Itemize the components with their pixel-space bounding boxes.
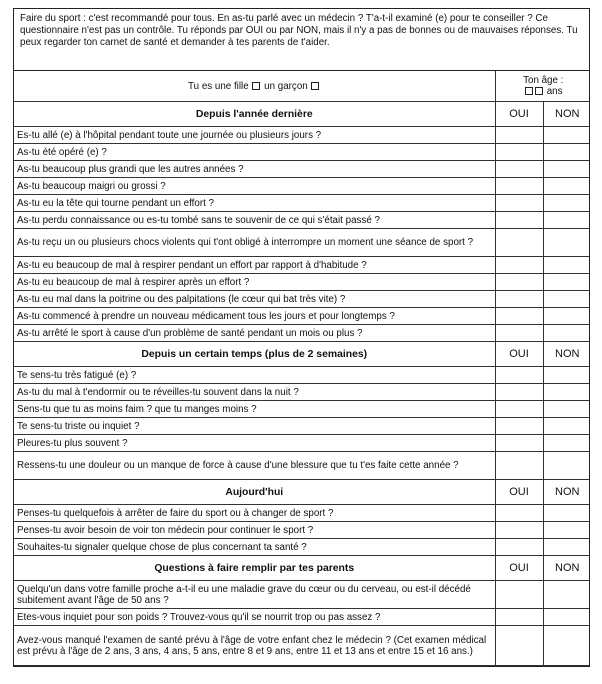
oui-answer-cell[interactable] xyxy=(495,127,543,144)
question-row xyxy=(14,401,590,418)
non-answer-cell[interactable] xyxy=(543,401,590,418)
non-answer-cell[interactable] xyxy=(543,626,590,666)
oui-answer-cell[interactable] xyxy=(495,178,543,195)
question-row xyxy=(14,505,590,522)
non-answer-cell[interactable] xyxy=(543,452,590,480)
question-text: Te sens-tu très fatigué (e) ? xyxy=(14,367,495,384)
question-text: Es-tu allé (e) à l'hôpital pendant toute une journée ou plusieurs jours ? xyxy=(14,127,495,144)
non-column-header: NON xyxy=(543,556,590,581)
oui-answer-cell[interactable] xyxy=(495,435,543,452)
question-text: Ressens-tu une douleur ou un manque de force à cause d'une blessure que tu t'es faite cette année ? xyxy=(14,452,495,480)
question-text: As-tu perdu connaissance ou es-tu tombé sans te souvenir de ce qui s'était passé ? xyxy=(14,212,495,229)
oui-answer-cell[interactable] xyxy=(495,195,543,212)
section-title: Questions à faire remplir par tes parents xyxy=(14,556,495,581)
non-answer-cell[interactable] xyxy=(543,161,590,178)
question-row xyxy=(14,291,590,308)
oui-answer-cell[interactable] xyxy=(495,308,543,325)
gender-cell xyxy=(14,71,495,102)
question-text: As-tu commencé à prendre un nouveau médicament tous les jours et pour longtemps ? xyxy=(14,308,495,325)
question-text: As-tu eu beaucoup de mal à respirer pendant un effort par rapport à d'habitude ? xyxy=(14,257,495,274)
question-row xyxy=(14,609,590,626)
question-text: Penses-tu quelquefois à arrêter de faire du sport ou à changer de sport ? xyxy=(14,505,495,522)
section-header xyxy=(14,480,590,505)
oui-answer-cell[interactable] xyxy=(495,626,543,666)
section-header xyxy=(14,556,590,581)
section-title: Depuis un certain temps (plus de 2 semaines) xyxy=(14,342,495,367)
identity-row xyxy=(14,71,590,102)
oui-column-header: OUI xyxy=(495,102,543,127)
question-row xyxy=(14,367,590,384)
oui-answer-cell[interactable] xyxy=(495,291,543,308)
oui-column-header: OUI xyxy=(495,556,543,581)
question-row xyxy=(14,435,590,452)
question-text: As-tu eu beaucoup de mal à respirer après un effort ? xyxy=(14,274,495,291)
question-row xyxy=(14,539,590,556)
question-text: As-tu arrêté le sport à cause d'un problème de santé pendant un mois ou plus ? xyxy=(14,325,495,342)
question-text: As-tu beaucoup plus grandi que les autres années ? xyxy=(14,161,495,178)
question-row xyxy=(14,212,590,229)
age-cell xyxy=(495,71,590,102)
question-text: Souhaites-tu signaler quelque chose de plus concernant ta santé ? xyxy=(14,539,495,556)
gender-label-garcon: un garçon xyxy=(264,80,308,92)
age-digit-box-1[interactable] xyxy=(525,87,533,95)
non-answer-cell[interactable] xyxy=(543,212,590,229)
health-questionnaire xyxy=(13,8,590,667)
oui-answer-cell[interactable] xyxy=(495,144,543,161)
non-answer-cell[interactable] xyxy=(543,325,590,342)
non-answer-cell[interactable] xyxy=(543,505,590,522)
age-unit: ans xyxy=(546,86,563,97)
question-row xyxy=(14,325,590,342)
section-title: Aujourd'hui xyxy=(14,480,495,505)
age-label: Ton âge : xyxy=(523,75,564,86)
garcon-checkbox[interactable] xyxy=(311,82,319,90)
question-text: As-tu du mal à t'endormir ou te réveilles-tu souvent dans la nuit ? xyxy=(14,384,495,401)
question-text: Avez-vous manqué l'examen de santé prévu à l'âge de votre enfant chez le médecin ? (Cet examen médical est prévu à l'âge de 2 ans, 3 ans, 4 ans, 5 ans, entre 8 et 9 ans, entre 11 et 13 ans et entre 15 et 16 ans.) xyxy=(14,626,495,666)
non-answer-cell[interactable] xyxy=(543,522,590,539)
question-text: As-tu reçu un ou plusieurs chocs violents qui t'ont obligé à interrompre un moment une séance de sport ? xyxy=(14,229,495,257)
question-row xyxy=(14,452,590,480)
non-answer-cell[interactable] xyxy=(543,308,590,325)
question-text: Sens-tu que tu as moins faim ? que tu manges moins ? xyxy=(14,401,495,418)
age-digit-box-2[interactable] xyxy=(535,87,543,95)
fille-checkbox[interactable] xyxy=(252,82,260,90)
non-answer-cell[interactable] xyxy=(543,144,590,161)
non-answer-cell[interactable] xyxy=(543,291,590,308)
questionnaire-table xyxy=(14,71,590,666)
non-answer-cell[interactable] xyxy=(543,257,590,274)
oui-answer-cell[interactable] xyxy=(495,384,543,401)
oui-answer-cell[interactable] xyxy=(495,161,543,178)
non-column-header: NON xyxy=(543,102,590,127)
oui-column-header: OUI xyxy=(495,480,543,505)
oui-answer-cell[interactable] xyxy=(495,229,543,257)
question-text: As-tu eu la tête qui tourne pendant un effort ? xyxy=(14,195,495,212)
question-row xyxy=(14,257,590,274)
oui-answer-cell[interactable] xyxy=(495,212,543,229)
oui-column-header: OUI xyxy=(495,342,543,367)
question-text: Quelqu'un dans votre famille proche a-t-il eu une maladie grave du cœur ou du cerveau, ou est-il décédé subitement avant l'âge de 50 ans ? xyxy=(14,581,495,609)
oui-answer-cell[interactable] xyxy=(495,609,543,626)
oui-answer-cell[interactable] xyxy=(495,274,543,291)
non-answer-cell[interactable] xyxy=(543,384,590,401)
non-column-header: NON xyxy=(543,342,590,367)
oui-answer-cell[interactable] xyxy=(495,452,543,480)
section-header xyxy=(14,102,590,127)
question-text: Te sens-tu triste ou inquiet ? xyxy=(14,418,495,435)
intro-text: Faire du sport : c'est recommandé pour tous. En as-tu parlé avec un médecin ? T'a-t-il examiné (e) pour te conseiller ? Ce questionnaire n'est pas un contrôle. Tu réponds par OUI ou par NON, mais il n'y a pas de bonnes ou de mauvaises réponses. Tu peux regarder ton carnet de santé et demander à tes parents de t'aider. xyxy=(14,9,589,71)
non-answer-cell[interactable] xyxy=(543,127,590,144)
oui-answer-cell[interactable] xyxy=(495,522,543,539)
non-answer-cell[interactable] xyxy=(543,435,590,452)
non-answer-cell[interactable] xyxy=(543,581,590,609)
oui-answer-cell[interactable] xyxy=(495,581,543,609)
question-row xyxy=(14,229,590,257)
question-row xyxy=(14,274,590,291)
question-text: As-tu été opéré (e) ? xyxy=(14,144,495,161)
gender-label-fille: Tu es une fille xyxy=(188,80,249,92)
non-answer-cell[interactable] xyxy=(543,195,590,212)
non-column-header: NON xyxy=(543,480,590,505)
question-row xyxy=(14,308,590,325)
non-answer-cell[interactable] xyxy=(543,229,590,257)
section-title: Depuis l'année dernière xyxy=(14,102,495,127)
non-answer-cell[interactable] xyxy=(543,418,590,435)
non-answer-cell[interactable] xyxy=(543,539,590,556)
question-text: As-tu beaucoup maigri ou grossi ? xyxy=(14,178,495,195)
oui-answer-cell[interactable] xyxy=(495,325,543,342)
question-row xyxy=(14,418,590,435)
oui-answer-cell[interactable] xyxy=(495,505,543,522)
question-text: As-tu eu mal dans la poitrine ou des palpitations (le cœur qui bat très vite) ? xyxy=(14,291,495,308)
question-text: Penses-tu avoir besoin de voir ton médecin pour continuer le sport ? xyxy=(14,522,495,539)
question-row xyxy=(14,581,590,609)
non-answer-cell[interactable] xyxy=(543,274,590,291)
non-answer-cell[interactable] xyxy=(543,367,590,384)
oui-answer-cell[interactable] xyxy=(495,418,543,435)
question-row xyxy=(14,384,590,401)
question-row xyxy=(14,522,590,539)
oui-answer-cell[interactable] xyxy=(495,257,543,274)
question-row xyxy=(14,127,590,144)
oui-answer-cell[interactable] xyxy=(495,367,543,384)
section-header xyxy=(14,342,590,367)
non-answer-cell[interactable] xyxy=(543,178,590,195)
oui-answer-cell[interactable] xyxy=(495,401,543,418)
question-text: Pleures-tu plus souvent ? xyxy=(14,435,495,452)
question-row xyxy=(14,144,590,161)
question-text: Etes-vous inquiet pour son poids ? Trouvez-vous qu'il se nourrit trop ou pas assez ? xyxy=(14,609,495,626)
question-row xyxy=(14,626,590,666)
question-row xyxy=(14,178,590,195)
non-answer-cell[interactable] xyxy=(543,609,590,626)
question-row xyxy=(14,195,590,212)
oui-answer-cell[interactable] xyxy=(495,539,543,556)
question-row xyxy=(14,161,590,178)
